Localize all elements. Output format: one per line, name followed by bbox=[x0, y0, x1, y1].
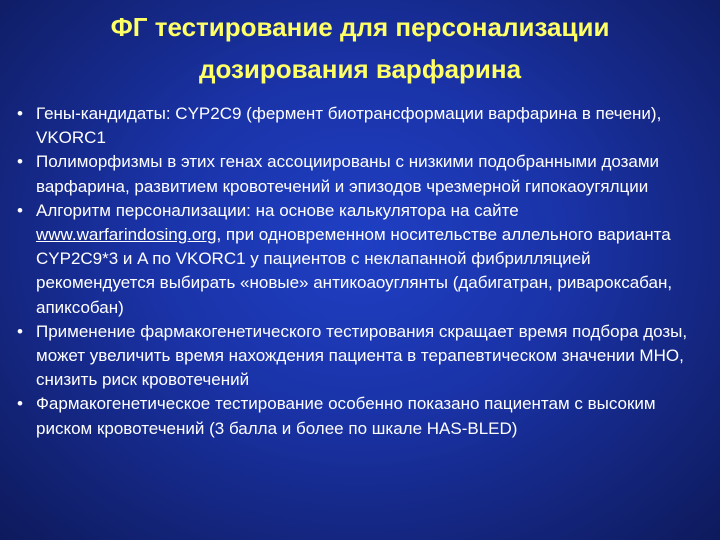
bullet-text: Фармакогенетическое тестирование особенно показано пациентам с высоким риском кровотечений (3 балла и более по шкале HAS-BLED) bbox=[36, 394, 656, 438]
bullet-text: Полиморфизмы в этих генах ассоциированы с низкими подобранными дозами варфарина, развитием кровотечений и эпизодов чрезмерной гипокаоугялции bbox=[36, 152, 660, 196]
slide-title-line-1: ФГ тестирование для персонализации bbox=[110, 12, 610, 42]
bullet-icon: • bbox=[17, 152, 23, 172]
bullet-list bbox=[10, 102, 700, 441]
slide-title bbox=[20, 6, 700, 90]
bullet-text-after-link: , при одновременном носительстве аллельного варианта CYP2C9*3 и A по VKORC1 у пациентов с неклапанной фибрилляцией рекомендуется выбирать «новые» антикоаоуглянты (дабигатран, ривароксабан, апиксобан) bbox=[36, 225, 673, 317]
bullet-icon: • bbox=[17, 200, 23, 220]
bullet-text: Применение фармакогенетического тестирования скращает время подбора дозы, может увеличить время нахождения пациента в терапевтическом значении МНО, снизить риск кровотечений bbox=[36, 321, 688, 390]
bullet-icon: • bbox=[17, 104, 23, 123]
bullet-item-polymorphisms bbox=[10, 150, 700, 198]
bullet-item-algorithm bbox=[10, 199, 700, 320]
bullet-text-before-link: Алгоритм персонализации: на основе калькулятора на сайте bbox=[36, 200, 519, 220]
bullet-item-candidate-genes bbox=[10, 102, 700, 150]
bullet-text: Гены-кандидаты: CYP2C9 (фермент биотрансформации варфарина в печени), VKORC1 bbox=[36, 104, 662, 148]
slide-title-line-2: дозирования варфарина bbox=[198, 54, 522, 84]
warfarin-dosing-link[interactable]: www.warfarindosing.org bbox=[36, 225, 217, 245]
bullet-icon: • bbox=[17, 321, 23, 341]
bullet-item-testing-benefits bbox=[10, 320, 700, 393]
bullet-item-indications bbox=[10, 392, 700, 440]
bullet-icon: • bbox=[17, 394, 23, 414]
